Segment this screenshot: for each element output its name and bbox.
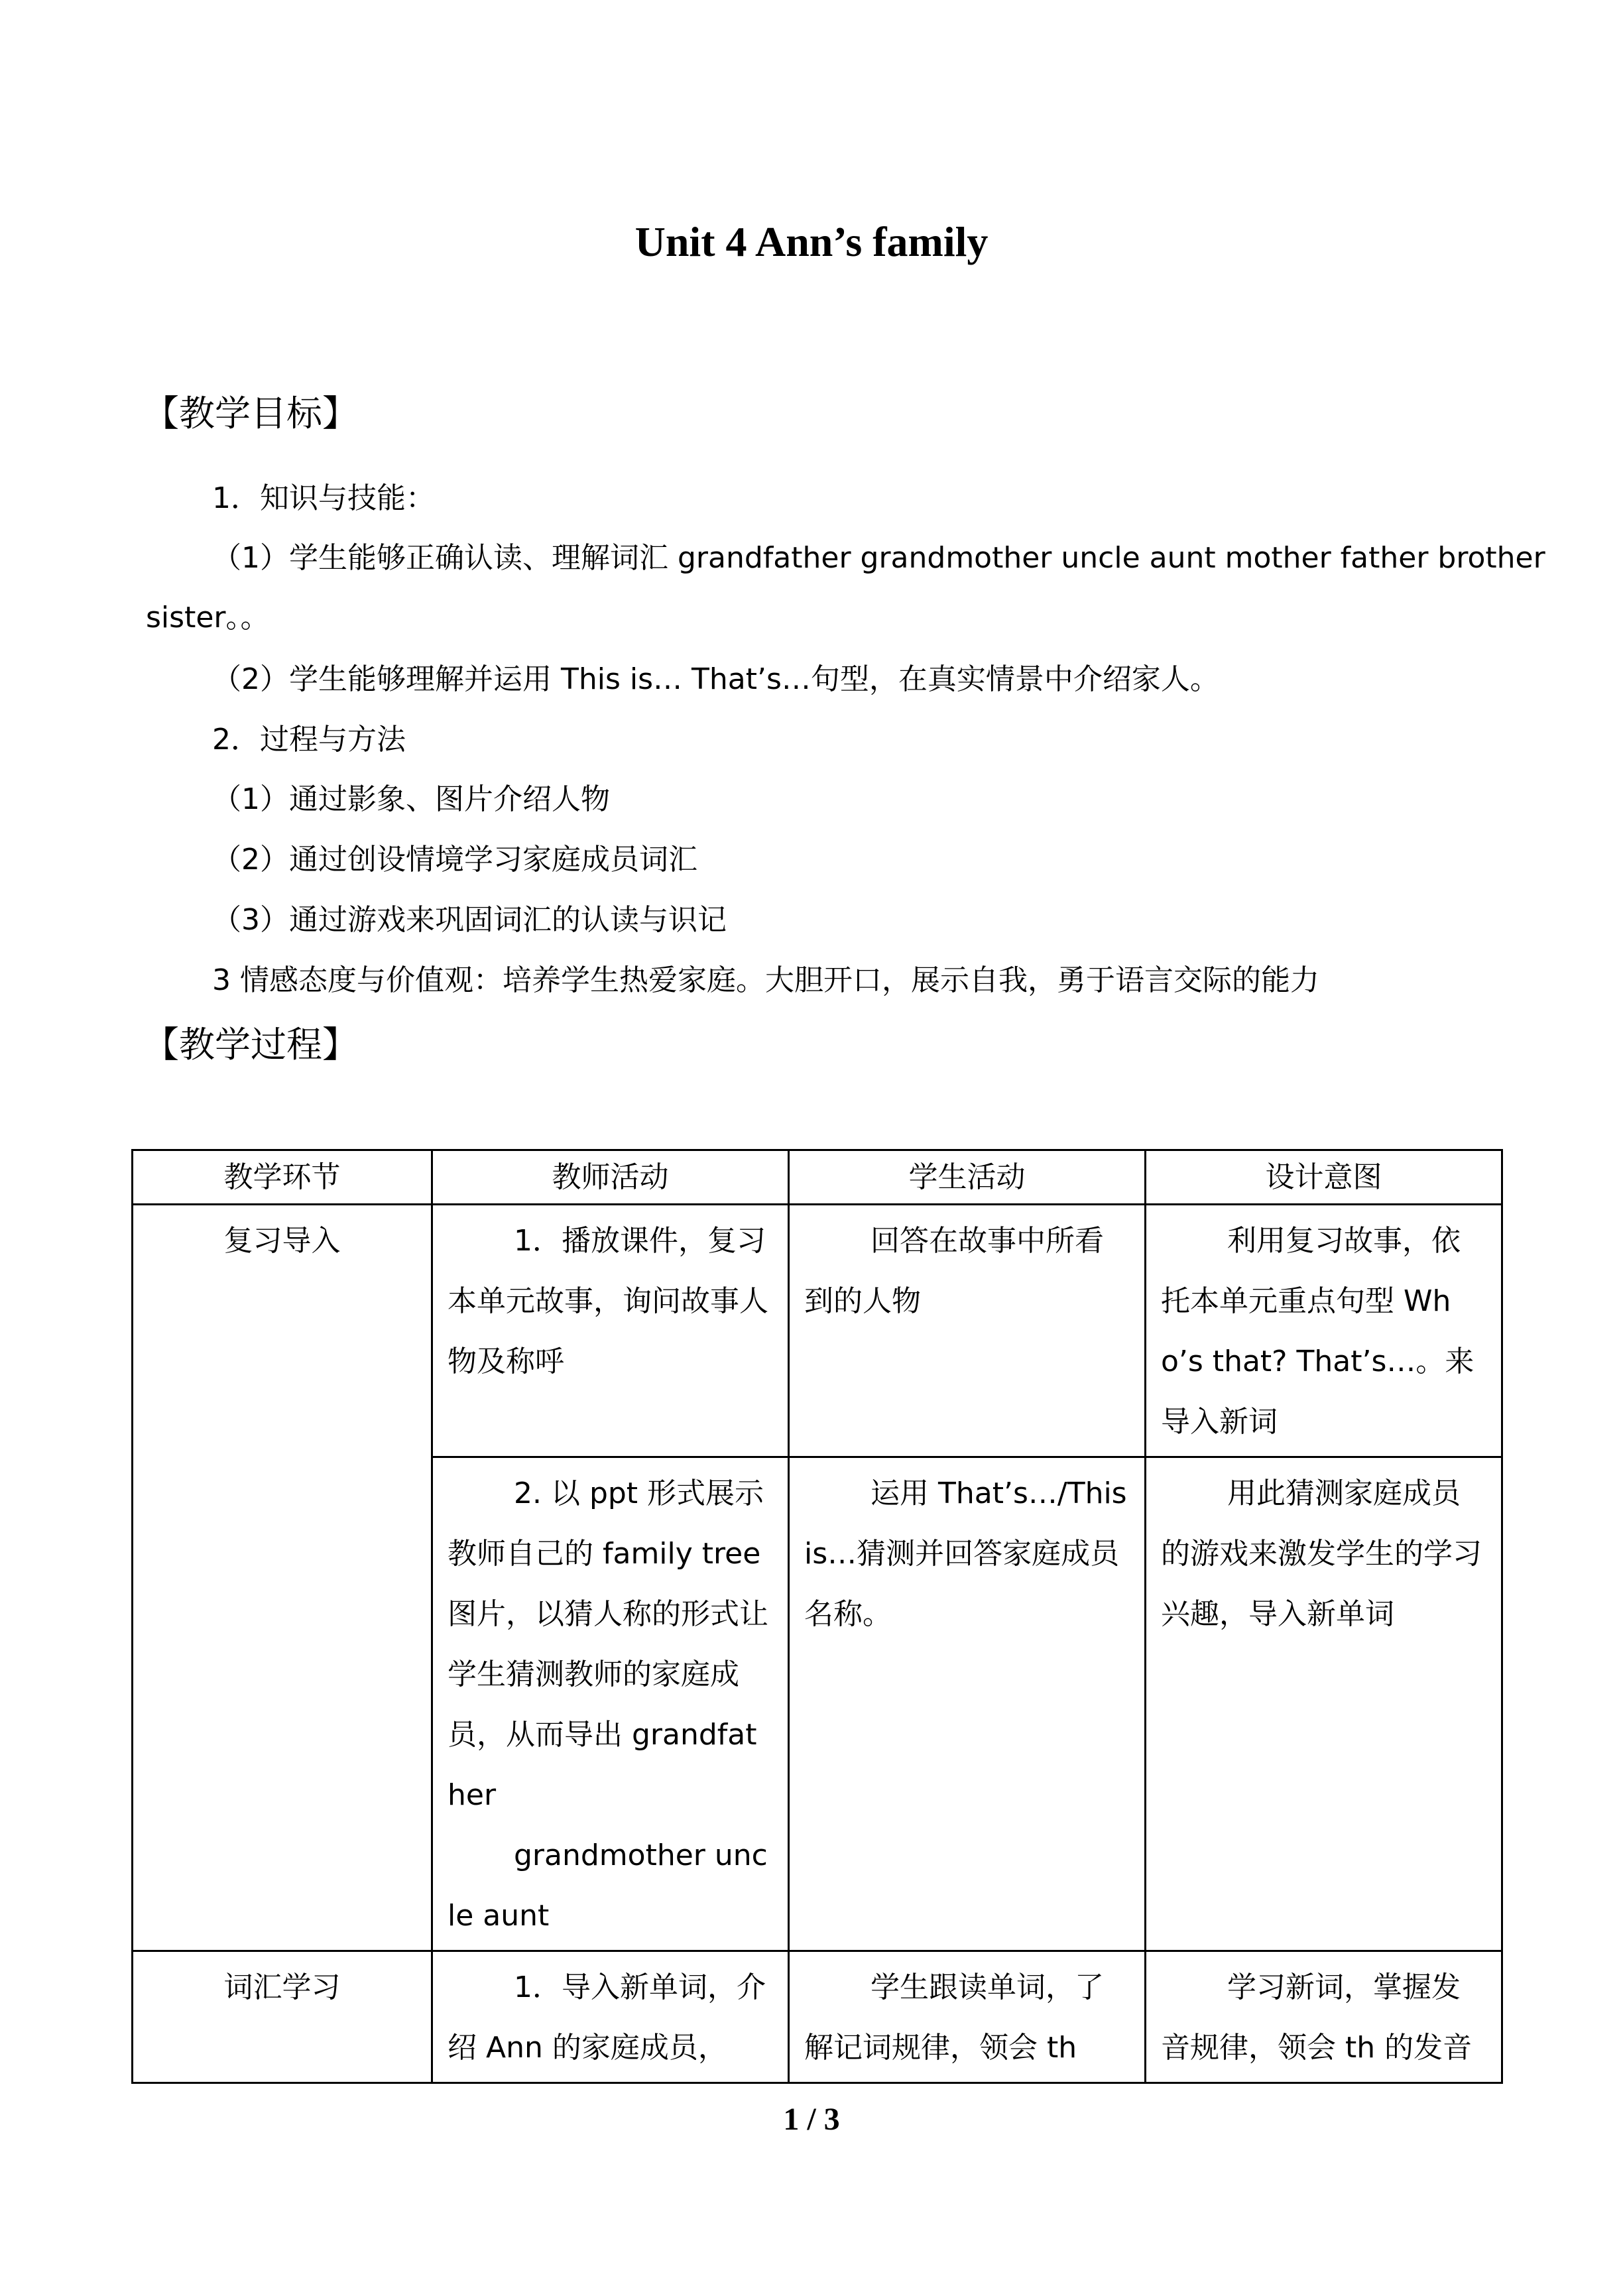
design-intent-text: 用此猜测家庭成员的游戏来激发学生的学习兴趣，导入新单词 (1161, 1477, 1482, 1631)
design-intent-cell (1146, 1205, 1502, 1457)
objective-item-1-continued: sister。。 (146, 601, 270, 634)
teacher-activity-text: 2. 以 ppt 形式展示教师自己的 family tree 图片，以猜人称的形式让学生猜测教师的家庭成员，从而导出 grandfather (448, 1477, 768, 1812)
design-intent-text: 利用复习故事，依托本单元重点句型 Who’s that? That’s…。来导入新词 (1161, 1224, 1474, 1439)
teacher-activity-text-continued: grandmother uncle aunt (448, 1839, 768, 1933)
table-row (133, 1205, 1502, 1457)
design-intent-text: 学习新词，掌握发音规律，领会 th 的发音 (1161, 1970, 1473, 2065)
stage-cell-vocabulary: 词汇学习 (133, 1951, 432, 2083)
stage-cell-review: 复习导入 (133, 1205, 432, 1951)
method-item-2: （2）通过创设情境学习家庭成员词汇 (212, 843, 697, 876)
teacher-activity-cell (432, 1457, 789, 1951)
teacher-activity-text: 1．播放课件，复习本单元故事，询问故事人物及称呼 (448, 1224, 768, 1378)
teacher-activity-cell (432, 1205, 789, 1457)
page-number: 1 / 3 (783, 2102, 840, 2137)
table-row (133, 1951, 1502, 2083)
student-activity-cell (789, 1951, 1146, 2083)
teacher-activity-cell (432, 1951, 789, 2083)
objective-item-1: （1）学生能够正确认读、理解词汇 grandfather grandmother uncle aunt mother father brother (212, 541, 1545, 575)
student-activity-cell (789, 1457, 1146, 1951)
table-header-row (133, 1150, 1502, 1205)
method-heading: 2．过程与方法 (212, 723, 406, 756)
section-heading-objectives: 【教学目标】 (143, 393, 358, 434)
section-heading-process: 【教学过程】 (143, 1024, 358, 1065)
header-design-intent: 设计意图 (1146, 1150, 1502, 1205)
method-item-3: （3）通过游戏来巩固词汇的认读与识记 (212, 903, 727, 937)
student-activity-text: 运用 That’s…/This is…猜测并回答家庭成员名称。 (804, 1477, 1127, 1631)
document-title: Unit 4 Ann’s family (634, 218, 989, 265)
teacher-activity-text: 1．导入新单词，介绍 Ann 的家庭成员， (448, 1970, 766, 2065)
student-activity-cell (789, 1205, 1146, 1457)
header-student-activity: 学生活动 (789, 1150, 1146, 1205)
student-activity-text: 学生跟读单词，了解记词规律，领会 th (804, 1970, 1104, 2065)
method-item-1: （1）通过影象、图片介绍人物 (212, 782, 610, 816)
knowledge-heading: 1．知识与技能： (212, 481, 435, 515)
teaching-process-table (131, 1149, 1503, 2084)
header-teacher-activity: 教师活动 (432, 1150, 789, 1205)
objective-item-2: （2）学生能够理解并运用 This is… That’s…句型，在真实情景中介绍家人。 (212, 662, 1219, 696)
header-stage: 教学环节 (133, 1150, 432, 1205)
student-activity-text: 回答在故事中所看到的人物 (804, 1224, 1104, 1318)
emotion-objective: 3 情感态度与价值观：培养学生热爱家庭。大胆开口，展示自我，勇于语言交际的能力 (212, 963, 1319, 997)
design-intent-cell (1146, 1457, 1502, 1951)
design-intent-cell (1146, 1951, 1502, 2083)
